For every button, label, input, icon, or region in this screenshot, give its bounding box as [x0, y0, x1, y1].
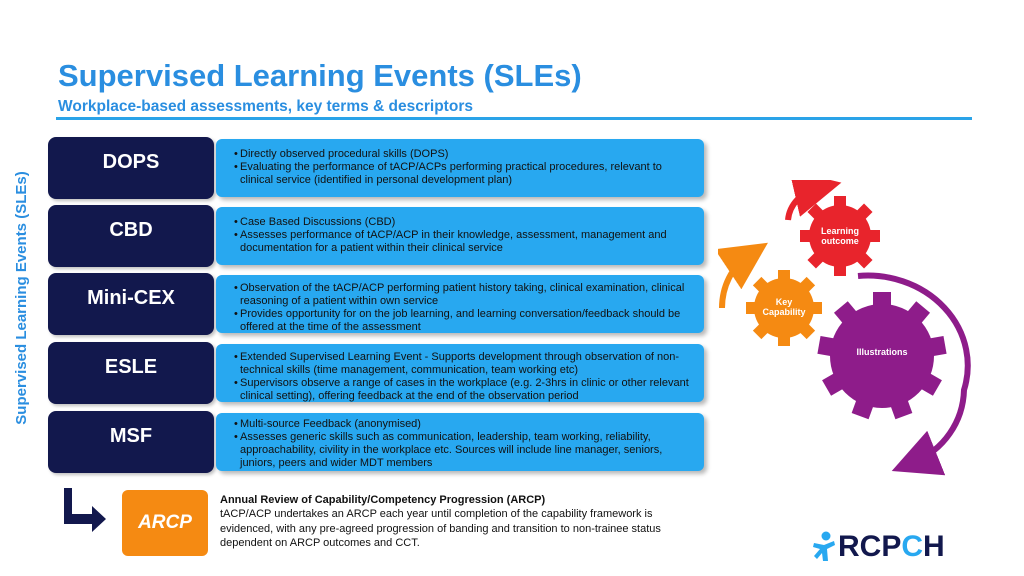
bullet-text: Supervisors observe a range of cases in the workplace (e.g. 2-3hrs in clinic or other relevant clinical setting), offering feedback at the end of the observation period	[240, 377, 689, 402]
elbow-arrow-icon	[62, 488, 108, 532]
bullet-text: Assesses performance of tACP/ACP in their knowledge, assessment, management and documentation for a patient within their clinical service	[240, 229, 667, 254]
bullet-item: • Case Based Discussions (CBD)	[234, 216, 396, 228]
gears-diagram	[718, 180, 978, 490]
event-name-box	[48, 411, 214, 473]
arcp-heading: Annual Review of Capability/Competency Progression (ARCP)	[220, 494, 546, 506]
bullet-item: • Observation of the tACP/ACP performing patient history taking, clinical examination, clinical reasoning of a patient within own service	[234, 282, 696, 308]
rcpch-logo	[812, 530, 945, 564]
key-capability-gear-icon	[746, 270, 822, 346]
event-description	[216, 344, 704, 402]
event-name: DOPS	[102, 150, 160, 173]
event-name-box	[48, 205, 214, 267]
event-name-box	[48, 342, 214, 404]
arcp-body: tACP/ACP undertakes an ARCP each year until completion of the capability framework is evidenced, with any pre-agreed progression of banding and transition to non-trainee status dependent on ARCP outcomes and CCT.	[220, 508, 661, 550]
event-name: MSF	[109, 424, 153, 447]
learning-outcome-gear-icon	[800, 196, 880, 276]
bullet-text: Directly observed procedural skills (DOPS)	[240, 148, 449, 160]
event-name-box	[48, 273, 214, 335]
bullet-text: Provides opportunity for on the job learning, and learning conversation/feedback should be offered at the time of the assessment	[240, 308, 681, 333]
event-description	[216, 139, 704, 197]
event-row-msf	[48, 411, 708, 473]
arcp-label: ARCP	[138, 512, 192, 533]
child-figure-icon	[812, 531, 838, 563]
bullet-item: • Assesses performance of tACP/ACP in their knowledge, assessment, management and documentation for a patient within their clinical service	[234, 229, 696, 255]
gear-label-line: Learning	[820, 226, 860, 236]
gear-label-learning	[821, 226, 859, 246]
gear-label-line: Capability	[762, 307, 806, 317]
gear-label-line: Key	[775, 297, 793, 307]
bullet-item: • Provides opportunity for on the job learning, and learning conversation/feedback should be offered at the time of the assessment	[234, 308, 696, 334]
bullet-item: • Directly observed procedural skills (DOPS)	[234, 148, 449, 160]
event-name: CBD	[109, 218, 153, 241]
bullet-text: Observation of the tACP/ACP performing patient history taking, clinical examination, clinical reasoning of a patient within own service	[240, 282, 685, 307]
bullet-text: Multi-source Feedback (anonymised)	[240, 418, 421, 430]
page-title: Supervised Learning Events (SLEs)	[58, 58, 582, 93]
bullet-item: • Supervisors observe a range of cases in the workplace (e.g. 2-3hrs in clinic or other relevant clinical setting), offering feedback at the end of the observation period	[234, 377, 696, 403]
event-row-dops	[48, 137, 708, 199]
bullet-text: Assesses generic skills such as communication, leadership, team working, reliability, approachability, civility in the workplace etc. Sources will include line manager, seniors, juniors, peers and wider MDT members	[240, 431, 663, 469]
event-row-mini-cex	[48, 273, 708, 335]
arcp-description	[220, 493, 700, 551]
bullet-text: Extended Supervised Learning Event - Supports development through observation of non-technical skills (time management, communication, team working etc)	[240, 351, 680, 376]
event-description	[216, 413, 704, 471]
bullet-item: • Evaluating the performance of tACP/ACPs performing practical procedures, relevant to clinical service (identified in personal development plan)	[234, 161, 696, 187]
bullet-text: Case Based Discussions (CBD)	[240, 216, 396, 228]
event-row-cbd	[48, 205, 708, 267]
arcp-badge	[122, 490, 208, 556]
side-label: Supervised Learning Events (SLEs)	[13, 171, 30, 425]
gear-label-illustrations: Illustrations	[856, 347, 908, 357]
event-description	[216, 207, 704, 265]
gear-label-line: outcome	[821, 236, 859, 246]
logo-text-c: C	[901, 530, 924, 563]
bullet-text: Evaluating the performance of tACP/ACPs performing practical procedures, relevant to clinical service (identified in personal development plan)	[240, 161, 662, 186]
event-description	[216, 275, 704, 333]
page-subtitle: Workplace-based assessments, key terms & descriptors	[58, 98, 473, 115]
event-name: Mini-CEX	[87, 286, 175, 309]
logo-text-rcp: RCP	[838, 530, 902, 563]
bullet-item: • Extended Supervised Learning Event - Supports development through observation of non-technical skills (time management, communication, team working etc)	[234, 351, 696, 377]
orange-cycle-arrow-icon	[722, 256, 748, 308]
event-row-esle	[48, 342, 708, 404]
bullet-item: • Assesses generic skills such as communication, leadership, team working, reliability, approachability, civility in the workplace etc. Sources will include line manager, seniors, juniors, peers and wider MDT members	[234, 431, 696, 470]
event-name: ESLE	[104, 355, 158, 378]
bullet-item: • Multi-source Feedback (anonymised)	[234, 418, 421, 430]
title-rule	[56, 117, 972, 120]
event-name-box	[48, 137, 214, 199]
logo-text-h: H	[923, 530, 945, 563]
logo-wordmark	[838, 530, 945, 564]
illustrations-gear-icon	[817, 292, 946, 419]
